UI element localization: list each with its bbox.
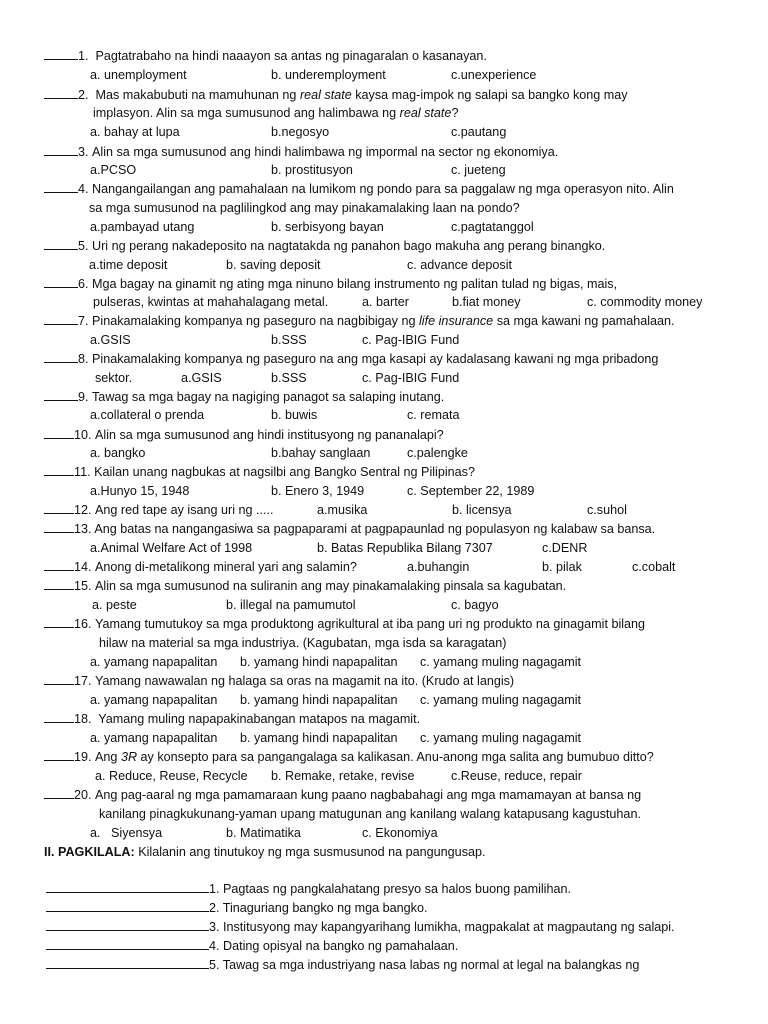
answer-blank[interactable] bbox=[44, 558, 74, 571]
answer-blank[interactable] bbox=[44, 388, 78, 401]
option-a: a. yamang napapalitan bbox=[90, 731, 218, 745]
question-text: Kailan unang nagbukas at nagsilbi ang Bangko Sentral ng Pilipinas? bbox=[94, 465, 475, 479]
question-12 bbox=[44, 501, 274, 519]
question-20 bbox=[44, 786, 641, 804]
question-number: 12. bbox=[74, 503, 92, 517]
answer-blank[interactable] bbox=[44, 786, 74, 799]
option-a: a. unemployment bbox=[90, 68, 187, 82]
answer-blank[interactable] bbox=[44, 275, 78, 288]
option-b: b.SSS bbox=[271, 371, 307, 385]
question-text-italic: real state bbox=[299, 88, 352, 102]
answer-blank[interactable] bbox=[44, 312, 78, 325]
question-16-line2: hilaw na material sa mga industriya. (Kagubatan, mga isda sa karagatan) bbox=[99, 636, 507, 650]
id-item-text: 4. Dating opisyal na bangko ng pamahalaan. bbox=[209, 939, 459, 953]
answer-blank[interactable] bbox=[44, 180, 78, 193]
option-b: b.fiat money bbox=[452, 295, 521, 309]
question-text: Yamang muling napapakinabangan matapos na magamit. bbox=[95, 712, 421, 726]
option-b: b. saving deposit bbox=[226, 258, 321, 272]
question-text: kaysa mag-impok ng salapi sa bangko kong may bbox=[351, 88, 628, 102]
question-number: 6. bbox=[78, 277, 89, 291]
answer-blank[interactable] bbox=[44, 520, 74, 533]
id-item-text: 3. Institusyong may kapangyarihang lumikha, magpakalat at magpautang ng salapi. bbox=[209, 920, 675, 934]
option-c: c. Pag-IBIG Fund bbox=[362, 371, 460, 385]
question-text: Mas makabubuti na mamuhunan ng bbox=[95, 88, 300, 102]
option-a: a.buhangin bbox=[407, 560, 470, 574]
option-c: c. yamang muling nagagamit bbox=[420, 655, 582, 669]
question-8-line2: sektor. bbox=[95, 371, 133, 385]
option-b: b. serbisyong bayan bbox=[271, 220, 384, 234]
question-text: Uri ng perang nakadeposito na nagtatakda ng panahon bago makuha ang perang binangko. bbox=[92, 239, 606, 253]
question-text: Nangangailangan ang pamahalaan na lumikom ng pondo para sa paggalaw ng mga operasyon nito. Alin bbox=[92, 182, 674, 196]
question-2-line2 bbox=[93, 104, 458, 122]
option-a: a.Hunyo 15, 1948 bbox=[90, 484, 190, 498]
section-title: II. PAGKILALA: bbox=[44, 845, 135, 859]
question-number: 14. bbox=[74, 560, 92, 574]
question-text-italic: real state bbox=[399, 106, 452, 120]
question-8 bbox=[44, 350, 658, 368]
answer-blank[interactable] bbox=[44, 577, 74, 590]
id-item-2 bbox=[46, 899, 427, 917]
answer-blank[interactable] bbox=[44, 350, 78, 363]
option-c: c.pagtatanggol bbox=[451, 220, 534, 234]
answer-blank[interactable] bbox=[44, 426, 74, 439]
option-a: a. bangko bbox=[90, 446, 146, 460]
question-text: Alin sa mga sumusunod na suliranin ang may pinakamalaking pinsala sa kagubatan. bbox=[95, 579, 567, 593]
option-b: b. buwis bbox=[271, 408, 318, 422]
question-number: 16. bbox=[74, 617, 92, 631]
option-c: c. remata bbox=[407, 408, 460, 422]
question-number: 15. bbox=[74, 579, 92, 593]
option-b: b. Matimatika bbox=[226, 826, 301, 840]
answer-blank[interactable] bbox=[44, 47, 78, 60]
id-item-text: 5. Tawag sa mga industriyang nasa labas ng normal at legal na balangkas ng bbox=[209, 958, 640, 972]
option-b: b.SSS bbox=[271, 333, 307, 347]
answer-blank[interactable] bbox=[46, 918, 209, 931]
answer-blank[interactable] bbox=[46, 956, 209, 969]
option-a: a.GSIS bbox=[90, 333, 131, 347]
question-number: 19. bbox=[74, 750, 92, 764]
answer-blank[interactable] bbox=[46, 937, 209, 950]
option-b: b. pilak bbox=[542, 560, 582, 574]
question-number: 5. bbox=[78, 239, 89, 253]
option-c: c. commodity money bbox=[587, 295, 703, 309]
question-6-line2: pulseras, kwintas at mahahalagang metal. bbox=[93, 295, 329, 309]
question-text: implasyon. Alin sa mga sumusunod ang halimbawa ng bbox=[93, 106, 400, 120]
option-a: a.musika bbox=[317, 503, 368, 517]
question-text: sa mga kawani ng pamahalaan. bbox=[493, 314, 675, 328]
question-11 bbox=[44, 463, 475, 481]
option-c: c.Reuse, reduce, repair bbox=[451, 769, 582, 783]
option-b: b. Batas Republika Bilang 7307 bbox=[317, 541, 493, 555]
id-item-text: 2. Tinaguriang bangko ng mga bangko. bbox=[209, 901, 428, 915]
question-text: Pagtatrabaho na hindi naaayon sa antas ng pinagaralan o kasanayan. bbox=[95, 49, 487, 63]
option-c: c.cobalt bbox=[632, 560, 676, 574]
id-item-3 bbox=[46, 918, 675, 936]
option-c: c. Ekonomiya bbox=[362, 826, 438, 840]
question-text: Ang batas na nangangasiwa sa pagpaparami at pagpapaunlad ng populasyon ng kalabaw sa bansa. bbox=[91, 522, 656, 536]
answer-blank[interactable] bbox=[44, 748, 74, 761]
question-number: 9. bbox=[78, 390, 89, 404]
question-number: 1. bbox=[78, 49, 89, 63]
question-number: 13. bbox=[74, 522, 92, 536]
option-a: a. Reduce, Reuse, Recycle bbox=[95, 769, 248, 783]
option-a: a.pambayad utang bbox=[90, 220, 195, 234]
option-a: a.collateral o prenda bbox=[90, 408, 205, 422]
option-a: a.PCSO bbox=[90, 163, 137, 177]
question-6 bbox=[44, 275, 617, 293]
question-text: Ang pag-aaral ng mga pamamaraan kung paano nagbabahagi ang mga mamamayan at bansa ng bbox=[95, 788, 642, 802]
question-number: 2. bbox=[78, 88, 89, 102]
question-text: Ang bbox=[95, 750, 121, 764]
option-c: c. yamang muling nagagamit bbox=[420, 693, 582, 707]
option-c: c.unexperience bbox=[451, 68, 537, 82]
question-text: Alin sa mga sumusunod ang hindi halimbawa ng impormal na sector ng ekonomiya. bbox=[92, 145, 559, 159]
option-b: b. Enero 3, 1949 bbox=[271, 484, 365, 498]
question-number: 18. bbox=[74, 712, 92, 726]
question-number: 20. bbox=[74, 788, 92, 802]
option-c: c. jueteng bbox=[451, 163, 506, 177]
option-b: b.negosyo bbox=[271, 125, 330, 139]
question-number: 4. bbox=[78, 182, 89, 196]
option-c: c. Pag-IBIG Fund bbox=[362, 333, 460, 347]
answer-blank[interactable] bbox=[46, 880, 209, 893]
answer-blank[interactable] bbox=[44, 672, 74, 685]
option-b: b.bahay sanglaan bbox=[271, 446, 371, 460]
answer-blank[interactable] bbox=[44, 615, 74, 628]
answer-blank[interactable] bbox=[44, 710, 74, 723]
answer-blank[interactable] bbox=[44, 86, 78, 99]
option-c: c. advance deposit bbox=[407, 258, 513, 272]
question-text: Yamang tumutukoy sa mga produktong agrikultural at iba pang uri ng produkto na ginagamit bilang bbox=[95, 617, 646, 631]
question-text: Tawag sa mga bagay na nagiging panagot sa salaping inutang. bbox=[92, 390, 445, 404]
question-text: Alin sa mga sumusunod ang hindi institusyong ng pananalapi? bbox=[95, 428, 444, 442]
question-14 bbox=[44, 558, 357, 576]
question-19 bbox=[44, 748, 654, 766]
option-b: b. yamang hindi napapalitan bbox=[240, 731, 398, 745]
option-b: b. illegal na pamumutol bbox=[226, 598, 356, 612]
answer-blank[interactable] bbox=[44, 501, 74, 514]
question-2 bbox=[44, 86, 628, 104]
question-number: 3. bbox=[78, 145, 89, 159]
option-a: a. barter bbox=[362, 295, 409, 309]
answer-blank[interactable] bbox=[44, 463, 74, 476]
option-b: b. yamang hindi napapalitan bbox=[240, 655, 398, 669]
question-text: Ang red tape ay isang uri ng ..... bbox=[95, 503, 274, 517]
option-c: c. yamang muling nagagamit bbox=[420, 731, 582, 745]
option-a: a. peste bbox=[92, 598, 137, 612]
question-7 bbox=[44, 312, 675, 330]
question-text: Mga bagay na ginamit ng ating mga ninuno bilang instrumento ng palitan tulad ng bigas, mais, bbox=[92, 277, 618, 291]
option-b: b. yamang hindi napapalitan bbox=[240, 693, 398, 707]
option-c: c. September 22, 1989 bbox=[407, 484, 535, 498]
question-9 bbox=[44, 388, 444, 406]
option-c: c.DENR bbox=[542, 541, 588, 555]
option-b: b. underemployment bbox=[271, 68, 386, 82]
question-18 bbox=[44, 710, 420, 728]
option-a: a. yamang napapalitan bbox=[90, 655, 218, 669]
option-a: a.Animal Welfare Act of 1998 bbox=[90, 541, 253, 555]
question-5 bbox=[44, 237, 605, 255]
option-b: b. Remake, retake, revise bbox=[271, 769, 415, 783]
question-1 bbox=[44, 47, 487, 65]
question-10 bbox=[44, 426, 444, 444]
question-number: 7. bbox=[78, 314, 89, 328]
question-number: 11. bbox=[74, 465, 91, 479]
question-text-italic: 3R bbox=[120, 750, 138, 764]
id-item-text: 1. Pagtaas ng pangkalahatang presyo sa halos buong pamilihan. bbox=[209, 882, 571, 896]
option-c: c.suhol bbox=[587, 503, 627, 517]
question-4 bbox=[44, 180, 674, 198]
question-number: 8. bbox=[78, 352, 89, 366]
question-number: 10. bbox=[74, 428, 92, 442]
question-13 bbox=[44, 520, 655, 538]
id-item-5 bbox=[46, 956, 639, 974]
question-text-italic: life insurance bbox=[418, 314, 494, 328]
option-b: b. licensya bbox=[452, 503, 512, 517]
question-3 bbox=[44, 143, 558, 161]
section-2-heading bbox=[44, 843, 486, 861]
answer-blank[interactable] bbox=[44, 237, 78, 250]
question-20-line2: kanilang pinagkukunang-yaman upang matugunan ang kanilang walang katapusang kagustuhan. bbox=[99, 807, 641, 821]
option-c: c. bagyo bbox=[451, 598, 499, 612]
question-text: Anong di-metalikong mineral yari ang salamin? bbox=[95, 560, 357, 574]
option-a: a. Siyensya bbox=[90, 826, 163, 840]
question-text: ay konsepto para sa pangangalaga sa kalikasan. Anu-anong mga salita ang bumubuo ditto? bbox=[137, 750, 654, 764]
answer-blank[interactable] bbox=[46, 899, 209, 912]
question-text: Yamang nawawalan ng halaga sa oras na magamit na ito. (Krudo at langis) bbox=[95, 674, 515, 688]
option-b: b. prostitusyon bbox=[271, 163, 353, 177]
answer-blank[interactable] bbox=[44, 143, 78, 156]
option-a: a. bahay at lupa bbox=[90, 125, 180, 139]
option-a: a. yamang napapalitan bbox=[90, 693, 218, 707]
option-a: a.time deposit bbox=[89, 258, 168, 272]
id-item-4 bbox=[46, 937, 458, 955]
section-instruction: Kilalanin ang tinutukoy ng mga susmusunod na pangungusap. bbox=[134, 845, 486, 859]
question-text: Pinakamalaking kompanya ng paseguro na nagbibigay ng bbox=[92, 314, 419, 328]
question-number: 17. bbox=[74, 674, 92, 688]
question-16 bbox=[44, 615, 645, 633]
id-item-1 bbox=[46, 880, 571, 898]
question-text: Pinakamalaking kompanya ng paseguro na ang mga kasapi ay kadalasang kawani ng mga pribadong bbox=[92, 352, 659, 366]
question-4-line2: sa mga sumusunod na paglilingkod ang may pinakamalaking laan na pondo? bbox=[89, 201, 520, 215]
question-17 bbox=[44, 672, 514, 690]
question-text: ? bbox=[451, 106, 459, 120]
option-c: c.palengke bbox=[407, 446, 468, 460]
option-c: c.pautang bbox=[451, 125, 507, 139]
option-a: a.GSIS bbox=[181, 371, 222, 385]
question-15 bbox=[44, 577, 566, 595]
